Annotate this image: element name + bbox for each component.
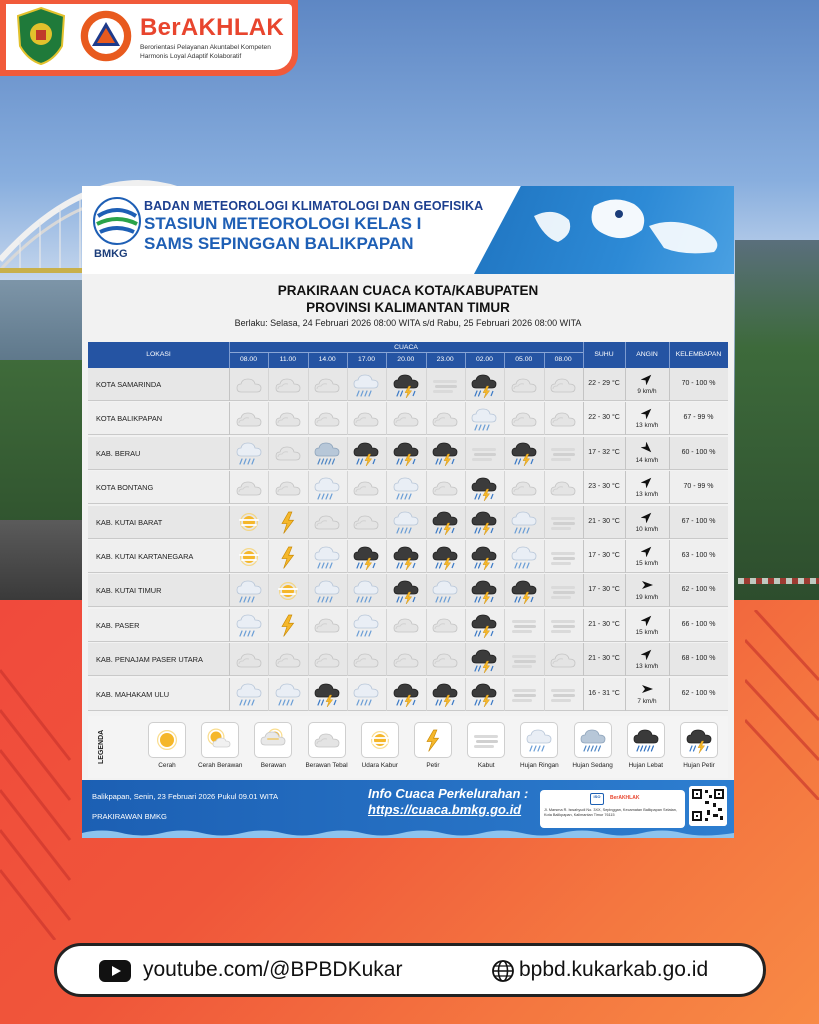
footer-wave bbox=[82, 828, 734, 838]
table-row bbox=[88, 643, 728, 676]
weather-hujan-petir-icon bbox=[386, 680, 425, 709]
validity-period: Berlaku: Selasa, 24 Februari 2026 08:00 WITA s/d Rabu, 25 Februari 2026 08:00 WITA bbox=[234, 318, 582, 328]
weather-hujan-ringan-icon bbox=[229, 439, 268, 468]
qr-code-icon bbox=[689, 786, 727, 826]
weather-kabut-icon bbox=[465, 439, 504, 468]
weather-hujan-petir-icon bbox=[504, 439, 543, 468]
weather-hujan-ringan-icon bbox=[268, 680, 307, 709]
weather-petir-icon bbox=[268, 542, 307, 571]
wind-arrow-icon bbox=[641, 579, 653, 591]
wind-arrow-icon bbox=[641, 683, 653, 695]
wind bbox=[625, 681, 669, 709]
header-kelembapan: KELEMBAPAN bbox=[675, 351, 722, 358]
time-label: 08.00 bbox=[554, 356, 572, 363]
berakhlak-tagline: Berorientasi Pelayanan Akuntabel Kompeten Harmonis Loyal Adaptif Kolaboratif bbox=[140, 44, 271, 60]
weather-berawan-tebal-icon bbox=[426, 611, 465, 640]
weather-berawan-tebal-icon bbox=[347, 508, 386, 537]
agency-name: BADAN METEOROLOGI KLIMATOLOGI DAN GEOFISIKA bbox=[144, 199, 484, 213]
location-name: KAB. KUTAI BARAT bbox=[96, 517, 163, 527]
weather-hujan-petir-icon bbox=[386, 542, 425, 571]
weather-bulletin-card bbox=[82, 186, 734, 838]
header-lokasi: LOKASI bbox=[146, 351, 171, 358]
wind-speed: 13 km/h bbox=[635, 422, 659, 430]
time-sep bbox=[504, 353, 505, 368]
wind-speed: 19 km/h bbox=[635, 594, 659, 602]
legend-item bbox=[193, 722, 247, 776]
globe-icon bbox=[491, 959, 515, 983]
time-label: 11.00 bbox=[279, 356, 297, 363]
weather-hujan-petir-icon bbox=[465, 611, 504, 640]
header-angin: ANGIN bbox=[636, 351, 658, 358]
weather-berawan-tebal-icon bbox=[229, 404, 268, 433]
time-sep bbox=[465, 353, 466, 368]
temperature: 22 - 30 °C bbox=[588, 414, 620, 422]
weather-hujan-petir-icon bbox=[504, 576, 543, 605]
legend-name: Cerah Berawan bbox=[197, 762, 243, 769]
wind-speed: 14 km/h bbox=[635, 456, 659, 464]
weather-hujan-ringan-icon bbox=[229, 611, 268, 640]
info-title: Info Cuaca Perkelurahan : bbox=[368, 786, 529, 801]
weather-berawan-tebal-icon bbox=[347, 473, 386, 502]
legend-item bbox=[406, 722, 460, 776]
time-sep bbox=[386, 353, 387, 368]
forecast-province: PROVINSI KALIMANTAN TIMUR bbox=[306, 300, 510, 315]
wind-speed: 13 km/h bbox=[635, 663, 659, 671]
weather-berawan-tebal-icon bbox=[229, 645, 268, 674]
wind-arrow-icon bbox=[641, 407, 653, 419]
address-box bbox=[540, 790, 685, 828]
legend-item bbox=[300, 722, 354, 776]
time-sep bbox=[347, 353, 348, 368]
legend-kabut-icon bbox=[467, 722, 505, 758]
temperature: 16 - 31 °C bbox=[588, 689, 620, 697]
header-suhu: SUHU bbox=[594, 351, 614, 358]
table-row bbox=[88, 609, 728, 642]
header-cuaca: CUACA bbox=[394, 344, 418, 351]
forecast-title: PRAKIRAAN CUACA KOTA/KABUPATEN bbox=[277, 283, 539, 298]
wind-speed: 10 km/h bbox=[635, 525, 659, 533]
bpbd-logo bbox=[78, 8, 134, 64]
bmkg-label: BMKG bbox=[94, 248, 128, 260]
weather-berawan-tebal-icon bbox=[426, 473, 465, 502]
legend-item bbox=[353, 722, 407, 776]
location-name: KAB. PASER bbox=[96, 620, 140, 630]
humidity: 67 - 100 % bbox=[681, 517, 716, 525]
time-sep bbox=[544, 353, 545, 368]
weather-hujan-petir-icon bbox=[465, 576, 504, 605]
legend-udara-kabur-icon bbox=[361, 722, 399, 758]
table-row bbox=[88, 506, 728, 539]
weather-kabut-icon bbox=[426, 370, 465, 399]
weather-kabut-icon bbox=[544, 680, 583, 709]
humidity: 70 - 100 % bbox=[681, 380, 716, 387]
weather-berawan-tebal-icon bbox=[268, 439, 307, 468]
weather-hujan-ringan-icon bbox=[504, 508, 543, 537]
legend-berawan-icon bbox=[254, 722, 292, 758]
time-label: 20.00 bbox=[397, 356, 415, 363]
humidity: 68 - 100 % bbox=[681, 655, 716, 663]
weather-berawan-tebal-icon bbox=[308, 370, 347, 399]
weather-berawan-tebal-icon bbox=[308, 611, 347, 640]
wind bbox=[625, 509, 669, 537]
weather-hujan-sedang-icon bbox=[308, 439, 347, 468]
temperature: 22 - 29 °C bbox=[588, 380, 620, 387]
location-name: KOTA BONTANG bbox=[96, 483, 154, 493]
weather-petir-icon bbox=[268, 508, 307, 537]
humidity: 60 - 100 % bbox=[681, 448, 716, 456]
wind bbox=[625, 405, 669, 433]
weather-kabut-icon bbox=[504, 680, 543, 709]
weather-berawan-tebal-icon bbox=[504, 473, 543, 502]
wind bbox=[625, 371, 669, 399]
header-sep bbox=[229, 342, 230, 368]
wind bbox=[625, 646, 669, 674]
weather-berawan-tebal-icon bbox=[347, 404, 386, 433]
youtube-icon bbox=[99, 960, 131, 982]
weather-berawan-tebal-icon bbox=[544, 645, 583, 674]
youtube-link[interactable]: youtube.com/@BPBDKukar bbox=[143, 958, 403, 981]
table-row bbox=[88, 540, 728, 573]
weather-hujan-ringan-icon bbox=[504, 542, 543, 571]
weather-hujan-petir-icon bbox=[347, 542, 386, 571]
wind-arrow-icon bbox=[641, 545, 653, 557]
legend-name: Hujan Sedang bbox=[572, 762, 613, 769]
wind-speed: 15 km/h bbox=[635, 628, 659, 636]
weather-berawan-tebal-icon bbox=[544, 370, 583, 399]
weather-udara-kabur-icon bbox=[229, 542, 268, 571]
weather-kabut-icon bbox=[544, 508, 583, 537]
table-header bbox=[88, 342, 728, 368]
time-label: 08.00 bbox=[239, 356, 257, 363]
weather-kabut-icon bbox=[544, 542, 583, 571]
weather-hujan-petir-icon bbox=[465, 370, 504, 399]
legend-hujan-lebat-icon bbox=[627, 722, 665, 758]
legend-item bbox=[459, 722, 513, 776]
legend-item bbox=[619, 722, 673, 776]
kalimantan-map-banner bbox=[474, 186, 734, 274]
weather-hujan-petir-icon bbox=[347, 439, 386, 468]
wind-speed: 9 km/h bbox=[637, 388, 657, 395]
temperature: 21 - 30 °C bbox=[588, 620, 620, 628]
legend-name: Hujan Ringan bbox=[520, 762, 559, 769]
legend-name: Hujan Lebat bbox=[628, 762, 664, 769]
legend-name: Cerah bbox=[158, 762, 176, 769]
wind bbox=[625, 612, 669, 640]
weather-berawan-tebal-icon bbox=[268, 370, 307, 399]
weather-hujan-ringan-icon bbox=[229, 680, 268, 709]
time-label: 14.00 bbox=[318, 356, 336, 363]
humidity: 62 - 100 % bbox=[681, 689, 716, 697]
temperature: 23 - 30 °C bbox=[588, 483, 620, 491]
humidity: 67 - 99 % bbox=[683, 414, 714, 422]
legend-name: Berawan bbox=[260, 762, 286, 769]
weather-hujan-petir-icon bbox=[426, 439, 465, 468]
decor-stripes-left bbox=[0, 640, 80, 940]
weather-berawan-tebal-icon bbox=[308, 645, 347, 674]
weather-hujan-ringan-icon bbox=[465, 404, 504, 433]
weather-hujan-petir-icon bbox=[465, 680, 504, 709]
legend-hujan-petir-icon bbox=[680, 722, 718, 758]
weather-hujan-ringan-icon bbox=[308, 542, 347, 571]
weather-berawan-tebal-icon bbox=[386, 404, 425, 433]
weather-berawan-tebal-icon bbox=[268, 645, 307, 674]
time-label: 23.00 bbox=[436, 356, 454, 363]
weather-cerah-berawan-tebal-icon bbox=[229, 370, 268, 399]
kutai-kartanegara-logo bbox=[14, 6, 68, 66]
legend-item bbox=[140, 722, 194, 776]
legend-name: Berawan Tebal bbox=[305, 762, 348, 769]
location-name: KAB. KUTAI TIMUR bbox=[96, 586, 162, 596]
weather-hujan-petir-icon bbox=[386, 439, 425, 468]
wind-arrow-icon bbox=[641, 511, 653, 523]
time-label: 02.00 bbox=[475, 356, 493, 363]
weather-berawan-tebal-icon bbox=[308, 508, 347, 537]
time-sep bbox=[426, 353, 427, 368]
legend-name: Kabut bbox=[477, 762, 495, 769]
legend bbox=[88, 716, 728, 778]
weather-hujan-ringan-icon bbox=[386, 473, 425, 502]
trees-right-photo bbox=[735, 240, 819, 600]
weather-kabut-icon bbox=[504, 611, 543, 640]
wind-arrow-icon bbox=[641, 614, 653, 626]
wind-arrow-icon bbox=[641, 373, 653, 385]
forecaster-label: PRAKIRAWAN BMKG bbox=[92, 812, 167, 821]
weather-hujan-petir-icon bbox=[386, 576, 425, 605]
humidity: 66 - 100 % bbox=[681, 620, 716, 628]
legend-name: Udara Kabur bbox=[361, 762, 398, 769]
wind-arrow-icon bbox=[641, 442, 653, 454]
weather-berawan-tebal-icon bbox=[544, 473, 583, 502]
weather-hujan-petir-icon bbox=[426, 542, 465, 571]
info-url-link[interactable]: https://cuaca.bmkg.go.id bbox=[368, 802, 522, 817]
weather-berawan-tebal-icon bbox=[504, 370, 543, 399]
legend-cerah-berawan-icon bbox=[201, 722, 239, 758]
station-line1: STASIUN METEOROLOGI KELAS I bbox=[144, 214, 422, 233]
legend-item bbox=[512, 722, 566, 776]
social-links-bar bbox=[54, 943, 766, 997]
weather-hujan-petir-icon bbox=[465, 473, 504, 502]
weather-berawan-tebal-icon bbox=[268, 473, 307, 502]
table-row bbox=[88, 437, 728, 470]
wind bbox=[625, 474, 669, 502]
wind bbox=[625, 440, 669, 468]
bmkg-logo bbox=[92, 196, 142, 246]
weather-berawan-tebal-icon bbox=[426, 645, 465, 674]
table-row bbox=[88, 368, 728, 401]
weather-hujan-ringan-icon bbox=[308, 576, 347, 605]
weather-petir-icon bbox=[268, 611, 307, 640]
legend-name: Petir bbox=[426, 762, 440, 769]
legend-item bbox=[566, 722, 620, 776]
weather-hujan-petir-icon bbox=[426, 680, 465, 709]
location-name: KAB. KUTAI KARTANEGARA bbox=[96, 552, 194, 561]
station-line2: SAMS SEPINGGAN BALIKPAPAN bbox=[144, 234, 414, 253]
wind bbox=[625, 577, 669, 605]
road-barrier bbox=[738, 578, 819, 584]
temperature: 17 - 30 °C bbox=[588, 586, 620, 594]
legend-name: Hujan Petir bbox=[683, 762, 715, 769]
weather-berawan-tebal-icon bbox=[347, 645, 386, 674]
address-text: Jl. Marsma R. Iswahyudi No. 3XX, Sepinggan, Kecamatan Balikpapan Selatan, Kota Balikpapan, Kalimantan Timur 76115 bbox=[544, 808, 677, 817]
weather-berawan-tebal-icon bbox=[386, 611, 425, 640]
temperature: 21 - 30 °C bbox=[588, 655, 620, 663]
location-name: KAB. PENAJAM PASER UTARA bbox=[96, 655, 203, 665]
wind-arrow-icon bbox=[641, 476, 653, 488]
humidity: 62 - 100 % bbox=[681, 586, 716, 594]
weather-berawan-tebal-icon bbox=[386, 645, 425, 674]
weather-kabut-icon bbox=[544, 576, 583, 605]
weather-hujan-petir-icon bbox=[426, 508, 465, 537]
berakhlak-badge bbox=[0, 0, 298, 76]
time-sep bbox=[268, 353, 269, 368]
weather-berawan-tebal-icon bbox=[504, 404, 543, 433]
weather-kabut-icon bbox=[504, 645, 543, 674]
time-label: 05.00 bbox=[515, 356, 533, 363]
weather-udara-kabur-icon bbox=[229, 508, 268, 537]
weather-berawan-tebal-icon bbox=[544, 404, 583, 433]
temperature: 17 - 30 °C bbox=[588, 552, 620, 559]
location-name: KAB. BERAU bbox=[96, 448, 141, 458]
table-row bbox=[88, 402, 728, 435]
weather-berawan-tebal-icon bbox=[308, 404, 347, 433]
temperature: 21 - 30 °C bbox=[588, 517, 620, 525]
weather-udara-kabur-icon bbox=[268, 576, 307, 605]
legend-item bbox=[246, 722, 300, 776]
legend-item bbox=[672, 722, 726, 776]
humidity: 63 - 100 % bbox=[681, 552, 716, 559]
wind-speed: 7 km/h bbox=[637, 697, 657, 705]
iso-badge: ISO bbox=[590, 793, 604, 805]
location-name: KAB. MAHAKAM ULU bbox=[96, 689, 170, 699]
weather-hujan-petir-icon bbox=[465, 542, 504, 571]
time-sep bbox=[308, 353, 309, 368]
legend-cerah-icon bbox=[148, 722, 186, 758]
table-row bbox=[88, 678, 728, 711]
location-name: KOTA BALIKPAPAN bbox=[96, 414, 163, 424]
weather-hujan-ringan-icon bbox=[347, 611, 386, 640]
wind bbox=[625, 543, 669, 571]
bulletin-header bbox=[82, 186, 734, 274]
weather-hujan-ringan-icon bbox=[229, 576, 268, 605]
weather-hujan-ringan-icon bbox=[308, 473, 347, 502]
weather-hujan-petir-icon bbox=[465, 645, 504, 674]
table-row bbox=[88, 574, 728, 607]
weather-hujan-ringan-icon bbox=[426, 576, 465, 605]
weather-hujan-ringan-icon bbox=[386, 508, 425, 537]
legend-label: LEGENDA bbox=[98, 729, 105, 764]
weather-hujan-ringan-icon bbox=[347, 680, 386, 709]
website-link[interactable]: bpbd.kukarkab.go.id bbox=[519, 958, 709, 981]
legend-hujan-ringan-icon bbox=[520, 722, 558, 758]
temperature: 17 - 32 °C bbox=[588, 448, 620, 456]
weather-kabut-icon bbox=[544, 439, 583, 468]
weather-berawan-tebal-icon bbox=[268, 404, 307, 433]
bulletin-footer bbox=[82, 780, 734, 838]
decor-stripes-right bbox=[745, 610, 819, 800]
address-berakhlak: BerAKHLAK bbox=[610, 795, 640, 801]
weather-berawan-tebal-icon bbox=[229, 473, 268, 502]
location-name: KOTA SAMARINDA bbox=[96, 380, 162, 389]
issued-date: Balikpapan, Senin, 23 Februari 2026 Pukul 09.01 WITA bbox=[92, 792, 279, 801]
weather-kabut-icon bbox=[544, 611, 583, 640]
weather-hujan-ringan-icon bbox=[347, 370, 386, 399]
weather-hujan-petir-icon bbox=[308, 680, 347, 709]
time-label: 17.00 bbox=[357, 356, 375, 363]
wind-speed: 13 km/h bbox=[635, 491, 659, 499]
legend-berawan-tebal-icon bbox=[308, 722, 346, 758]
table-row bbox=[88, 471, 728, 504]
weather-hujan-petir-icon bbox=[465, 508, 504, 537]
humidity: 70 - 99 % bbox=[683, 483, 714, 491]
wind-speed: 15 km/h bbox=[635, 560, 659, 567]
weather-berawan-tebal-icon bbox=[426, 404, 465, 433]
berakhlak-title: BerAKHLAK bbox=[140, 14, 285, 41]
map-icon bbox=[474, 186, 734, 274]
legend-hujan-sedang-icon bbox=[574, 722, 612, 758]
weather-hujan-petir-icon bbox=[386, 370, 425, 399]
wind-arrow-icon bbox=[641, 648, 653, 660]
weather-hujan-ringan-icon bbox=[347, 576, 386, 605]
legend-petir-icon bbox=[414, 722, 452, 758]
